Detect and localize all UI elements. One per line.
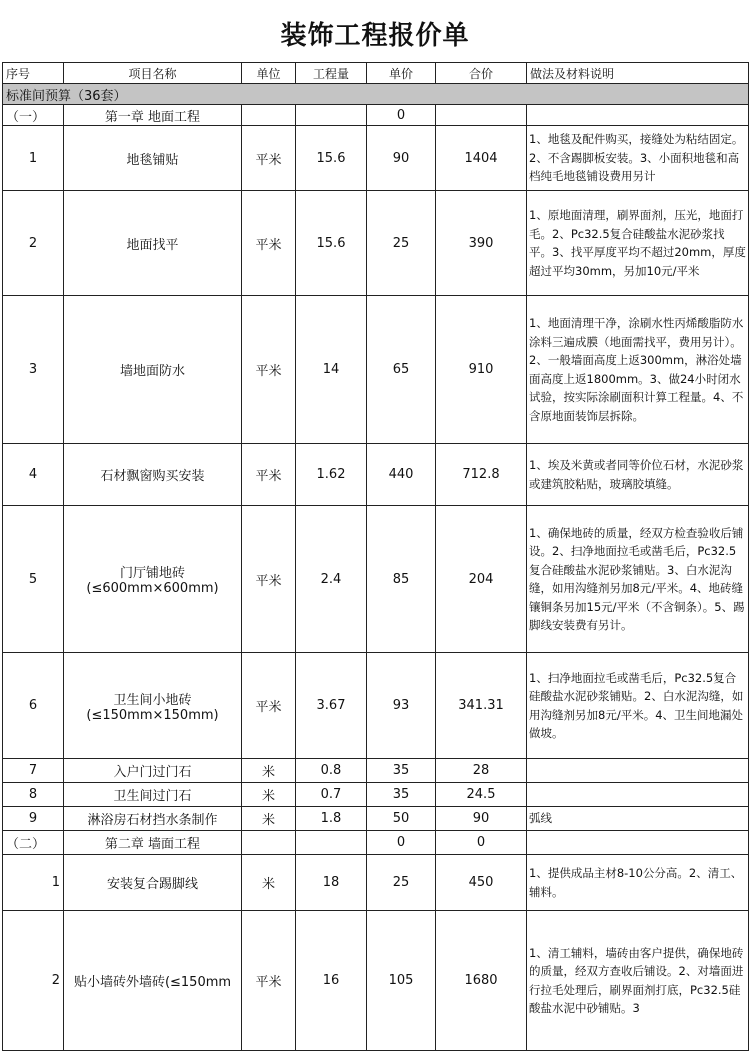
table-row (3, 191, 749, 296)
row-desc: 1、埃及米黄或者同等价位石材，水泥砂浆或建筑胶粘贴，玻璃胶填缝。 (527, 444, 749, 506)
table-row (3, 653, 749, 759)
row-qty: 1.8 (296, 807, 367, 831)
section-label: 标准间预算（36套） (3, 84, 749, 105)
row-total: 1680 (436, 911, 527, 1051)
row-price: 93 (367, 653, 436, 759)
cell (296, 831, 367, 855)
header-unit: 单位 (242, 63, 296, 84)
section-row (3, 84, 749, 105)
row-desc (527, 783, 749, 807)
row-seq: 9 (3, 807, 64, 831)
row-desc: 1、原地面清理，刷界面剂，压光，地面打毛。2、Pc32.5复合硅酸盐水泥砂浆找平。3、找平厚度平均不超过20mm，厚度超过平均30mm，另加10元/平米 (527, 191, 749, 296)
row-seq: 6 (3, 653, 64, 759)
page-title: 装饰工程报价单 (280, 21, 470, 51)
row-desc: 弧线 (527, 807, 749, 831)
row-price: 90 (367, 126, 436, 191)
row-qty: 14 (296, 296, 367, 444)
row-name: 卫生间过门石 (64, 783, 242, 807)
row-qty: 15.6 (296, 126, 367, 191)
row-price: 25 (367, 855, 436, 911)
row-qty: 18 (296, 855, 367, 911)
row-unit: 米 (242, 855, 296, 911)
row-total: 28 (436, 759, 527, 783)
row-total: 90 (436, 807, 527, 831)
row-unit: 米 (242, 807, 296, 831)
row-seq: 2 (3, 191, 64, 296)
row-seq: 1 (3, 126, 64, 191)
chapter-name: 第二章 墙面工程 (64, 831, 242, 855)
chapter-price: 0 (367, 831, 436, 855)
chapter-seq: （一） (3, 105, 64, 126)
row-price: 35 (367, 783, 436, 807)
row-name: 石材飘窗购买安装 (64, 444, 242, 506)
header-desc: 做法及材料说明 (527, 63, 749, 84)
row-qty: 16 (296, 911, 367, 1051)
row-unit: 平米 (242, 126, 296, 191)
header-price: 单价 (367, 63, 436, 84)
row-price: 440 (367, 444, 436, 506)
table-row (3, 126, 749, 191)
row-desc: 1、提供成品主材8-10公分高。2、清工、辅料。 (527, 855, 749, 911)
row-unit: 平米 (242, 191, 296, 296)
row-name: 墙地面防水 (64, 296, 242, 444)
row-desc (527, 759, 749, 783)
chapter-price: 0 (367, 105, 436, 126)
header-total: 合价 (436, 63, 527, 84)
row-name: 地面找平 (64, 191, 242, 296)
row-total: 1404 (436, 126, 527, 191)
row-qty: 0.8 (296, 759, 367, 783)
row-unit: 平米 (242, 444, 296, 506)
chapter-seq: （二） (3, 831, 64, 855)
row-seq: 2 (3, 911, 64, 1051)
quote-table (2, 62, 749, 1051)
row-unit: 米 (242, 783, 296, 807)
table-row (3, 759, 749, 783)
cell (242, 831, 296, 855)
header-name: 项目名称 (64, 63, 242, 84)
chapter-total: 0 (436, 831, 527, 855)
row-unit: 平米 (242, 506, 296, 653)
row-desc: 1、清工辅料，墙砖由客户提供，确保地砖的质量，经双方查收后铺设。2、对墙面进行拉毛处理后，刷界面剂打底，Pc32.5硅酸盐水泥中砂铺贴。3 (527, 911, 749, 1051)
row-unit: 米 (242, 759, 296, 783)
table-row (3, 807, 749, 831)
row-name: 入户门过门石 (64, 759, 242, 783)
row-qty: 0.7 (296, 783, 367, 807)
table-row (3, 506, 749, 653)
cell (527, 105, 749, 126)
row-total: 341.31 (436, 653, 527, 759)
header-row (3, 63, 749, 84)
row-price: 65 (367, 296, 436, 444)
row-unit: 平米 (242, 653, 296, 759)
row-name: 淋浴房石材挡水条制作 (64, 807, 242, 831)
cell (242, 105, 296, 126)
cell (436, 105, 527, 126)
row-price: 35 (367, 759, 436, 783)
row-unit: 平米 (242, 911, 296, 1051)
header-qty: 工程量 (296, 63, 367, 84)
row-price: 105 (367, 911, 436, 1051)
row-name: 贴小墙砖外墙砖(≤150mm (64, 911, 242, 1051)
row-name: 卫生间小地砖(≤150mm×150mm) (64, 653, 242, 759)
row-seq: 3 (3, 296, 64, 444)
row-seq: 1 (3, 855, 64, 911)
header-seq: 序号 (3, 63, 64, 84)
row-desc: 1、扫净地面拉毛或凿毛后，Pc32.5复合硅酸盐水泥砂浆铺贴。2、白水泥沟缝，如用沟缝剂另加8元/平米。4、卫生间地漏处做坡。 (527, 653, 749, 759)
row-seq: 7 (3, 759, 64, 783)
cell (527, 831, 749, 855)
row-total: 712.8 (436, 444, 527, 506)
row-total: 450 (436, 855, 527, 911)
row-total: 24.5 (436, 783, 527, 807)
row-total: 204 (436, 506, 527, 653)
row-total: 910 (436, 296, 527, 444)
row-desc: 1、确保地砖的质量，经双方检查验收后铺设。2、扫净地面拉毛或凿毛后，Pc32.5复合硅酸盐水泥砂浆铺贴。3、白水泥沟缝，如用沟缝剂另加8元/平米。4、地砖缝镶铜条另加15元/平米（不含铜条）。5、踢脚线安装费有另计。 (527, 506, 749, 653)
row-seq: 8 (3, 783, 64, 807)
row-name: 门厅铺地砖(≤600mm×600mm) (64, 506, 242, 653)
chapter-row (3, 831, 749, 855)
row-desc: 1、地毯及配件购买，接缝处为粘结固定。2、不含踢脚板安装。3、小面积地毯和高档纯毛地毯铺设费用另计 (527, 126, 749, 191)
row-desc: 1、地面清理干净，涂刷水性丙烯酸脂防水涂料三遍成膜（地面需找平，费用另计）。2、一般墙面高度上返300mm，淋浴处墙面高度上返1800mm。3、做24小时闭水试验，按实际涂刷面积计算工程量。4、不含原地面装饰层拆除。 (527, 296, 749, 444)
row-price: 50 (367, 807, 436, 831)
row-seq: 5 (3, 506, 64, 653)
row-seq: 4 (3, 444, 64, 506)
table-row (3, 783, 749, 807)
chapter-row (3, 105, 749, 126)
row-price: 85 (367, 506, 436, 653)
chapter-name: 第一章 地面工程 (64, 105, 242, 126)
row-qty: 15.6 (296, 191, 367, 296)
row-price: 25 (367, 191, 436, 296)
row-unit: 平米 (242, 296, 296, 444)
table-row (3, 296, 749, 444)
row-qty: 1.62 (296, 444, 367, 506)
table-row (3, 444, 749, 506)
cell (296, 105, 367, 126)
table-row (3, 911, 749, 1051)
row-name: 安装复合踢脚线 (64, 855, 242, 911)
row-qty: 2.4 (296, 506, 367, 653)
row-qty: 3.67 (296, 653, 367, 759)
table-row (3, 855, 749, 911)
row-name: 地毯铺贴 (64, 126, 242, 191)
row-total: 390 (436, 191, 527, 296)
